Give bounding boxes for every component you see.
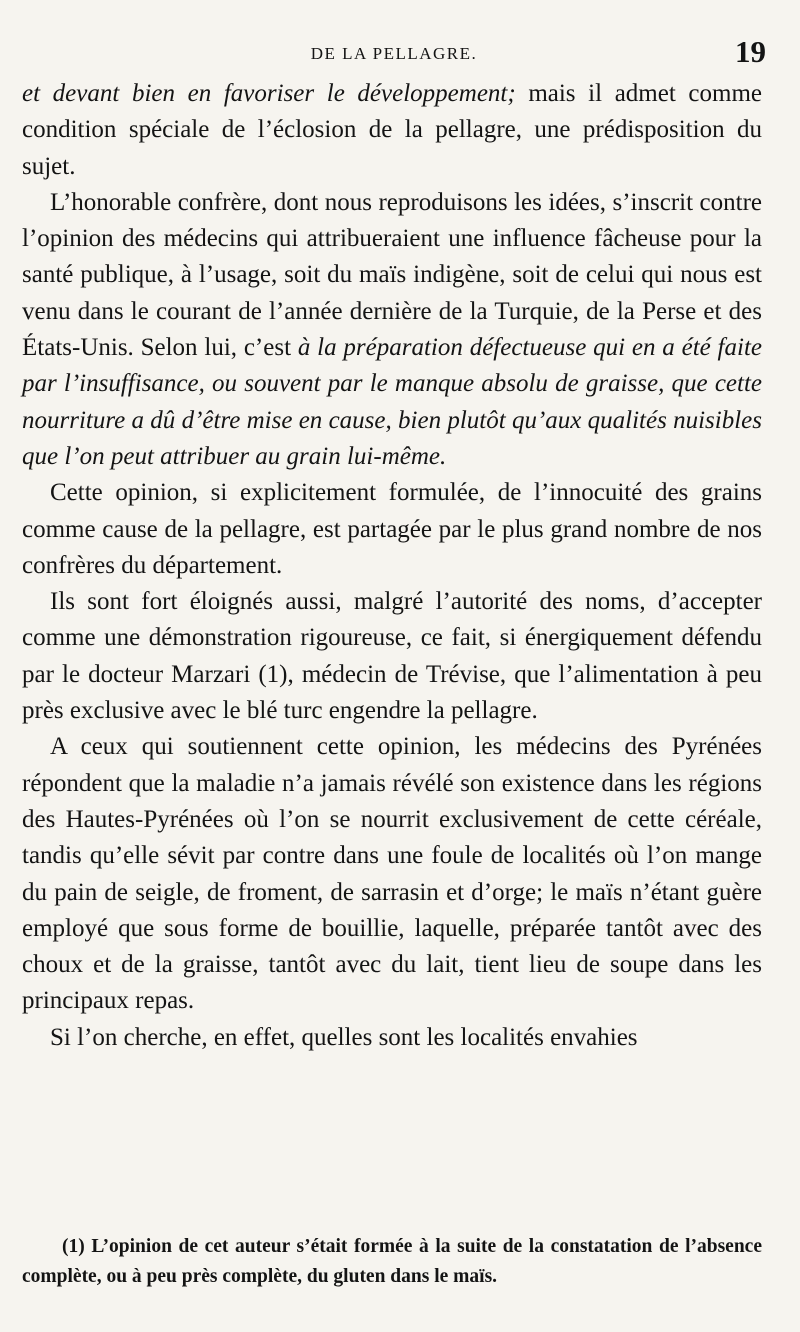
text-run: Cette opinion, si explicitement formulée, de l’innocuité des grains comme cause de la pellagre, est partagée par le plus grand nombre de nos confrères du département. [22, 479, 762, 579]
text-run: et devant bien en favoriser le développement; [22, 80, 516, 107]
body-text [22, 76, 762, 1056]
paragraph [22, 584, 762, 729]
text-run: L’honorable confrère, dont nous reproduisons les idées, s’inscrit contre l’opinion des médecins qui attribueraient une influence fâcheuse pour la santé publique, à l’usage, soit du maïs indigène, soit de celui qui nous est venu dans le courant de l’année dernière de la Turquie, de la Perse et des États-Unis. Selon lui, c’est [22, 188, 762, 362]
page-header [22, 34, 766, 80]
text-run: mais il admet comme condition spéciale de l’éclosion de la pellagre, une prédisposition du sujet. [22, 80, 762, 180]
text-run: à la préparation défectueuse qui en a été faite par l’insuffisance, ou souvent par le manque absolu de graisse, que cette nourriture a dû d’être mise en cause, bien plutôt qu’aux qualités nuisibles que l’on peut attribuer au grain lui-même. [22, 334, 762, 470]
footnote [22, 1232, 762, 1292]
running-title: DE LA PELLAGRE. [310, 44, 478, 63]
text-run: Si l’on cherche, en effet, quelles sont les localités envahies [50, 1023, 638, 1051]
footnote-text: (1) L’opinion de cet auteur s’était formée à la suite de la constatation de l’absence complète, ou à peu près complète, du gluten dans le maïs. [22, 1236, 762, 1287]
text-run: Ils sont fort éloignés aussi, malgré l’autorité des noms, d’accepter comme une démonstration rigoureuse, ce fait, si énergiquement défendu par le docteur Marzari (1), médecin de Trévise, que l’alimentation à peu près exclusive avec le blé turc engendre la pellagre. [22, 588, 762, 725]
paragraph [22, 729, 762, 1019]
paragraph [22, 76, 762, 185]
paragraph [22, 1020, 762, 1056]
paragraph [22, 475, 762, 584]
text-run: A ceux qui soutiennent cette opinion, les médecins des Pyrénées répondent que la maladie n’a jamais révélé son existence dans les régions des Hautes-Pyrénées où l’on se nourrit exclusivement de cette céréale, tandis qu’elle sévit par contre dans une foule de localités où l’on mange du pain de seigle, de froment, de sarrasin et d’orge; le maïs n’étant guère employé que sous forme de bouillie, laquelle, préparée tantôt avec des choux et de la graisse, tantôt avec du lait, tient lieu de soupe dans les principaux repas. [22, 733, 762, 1015]
page-number: 19 [735, 34, 766, 69]
paragraph [22, 185, 762, 475]
